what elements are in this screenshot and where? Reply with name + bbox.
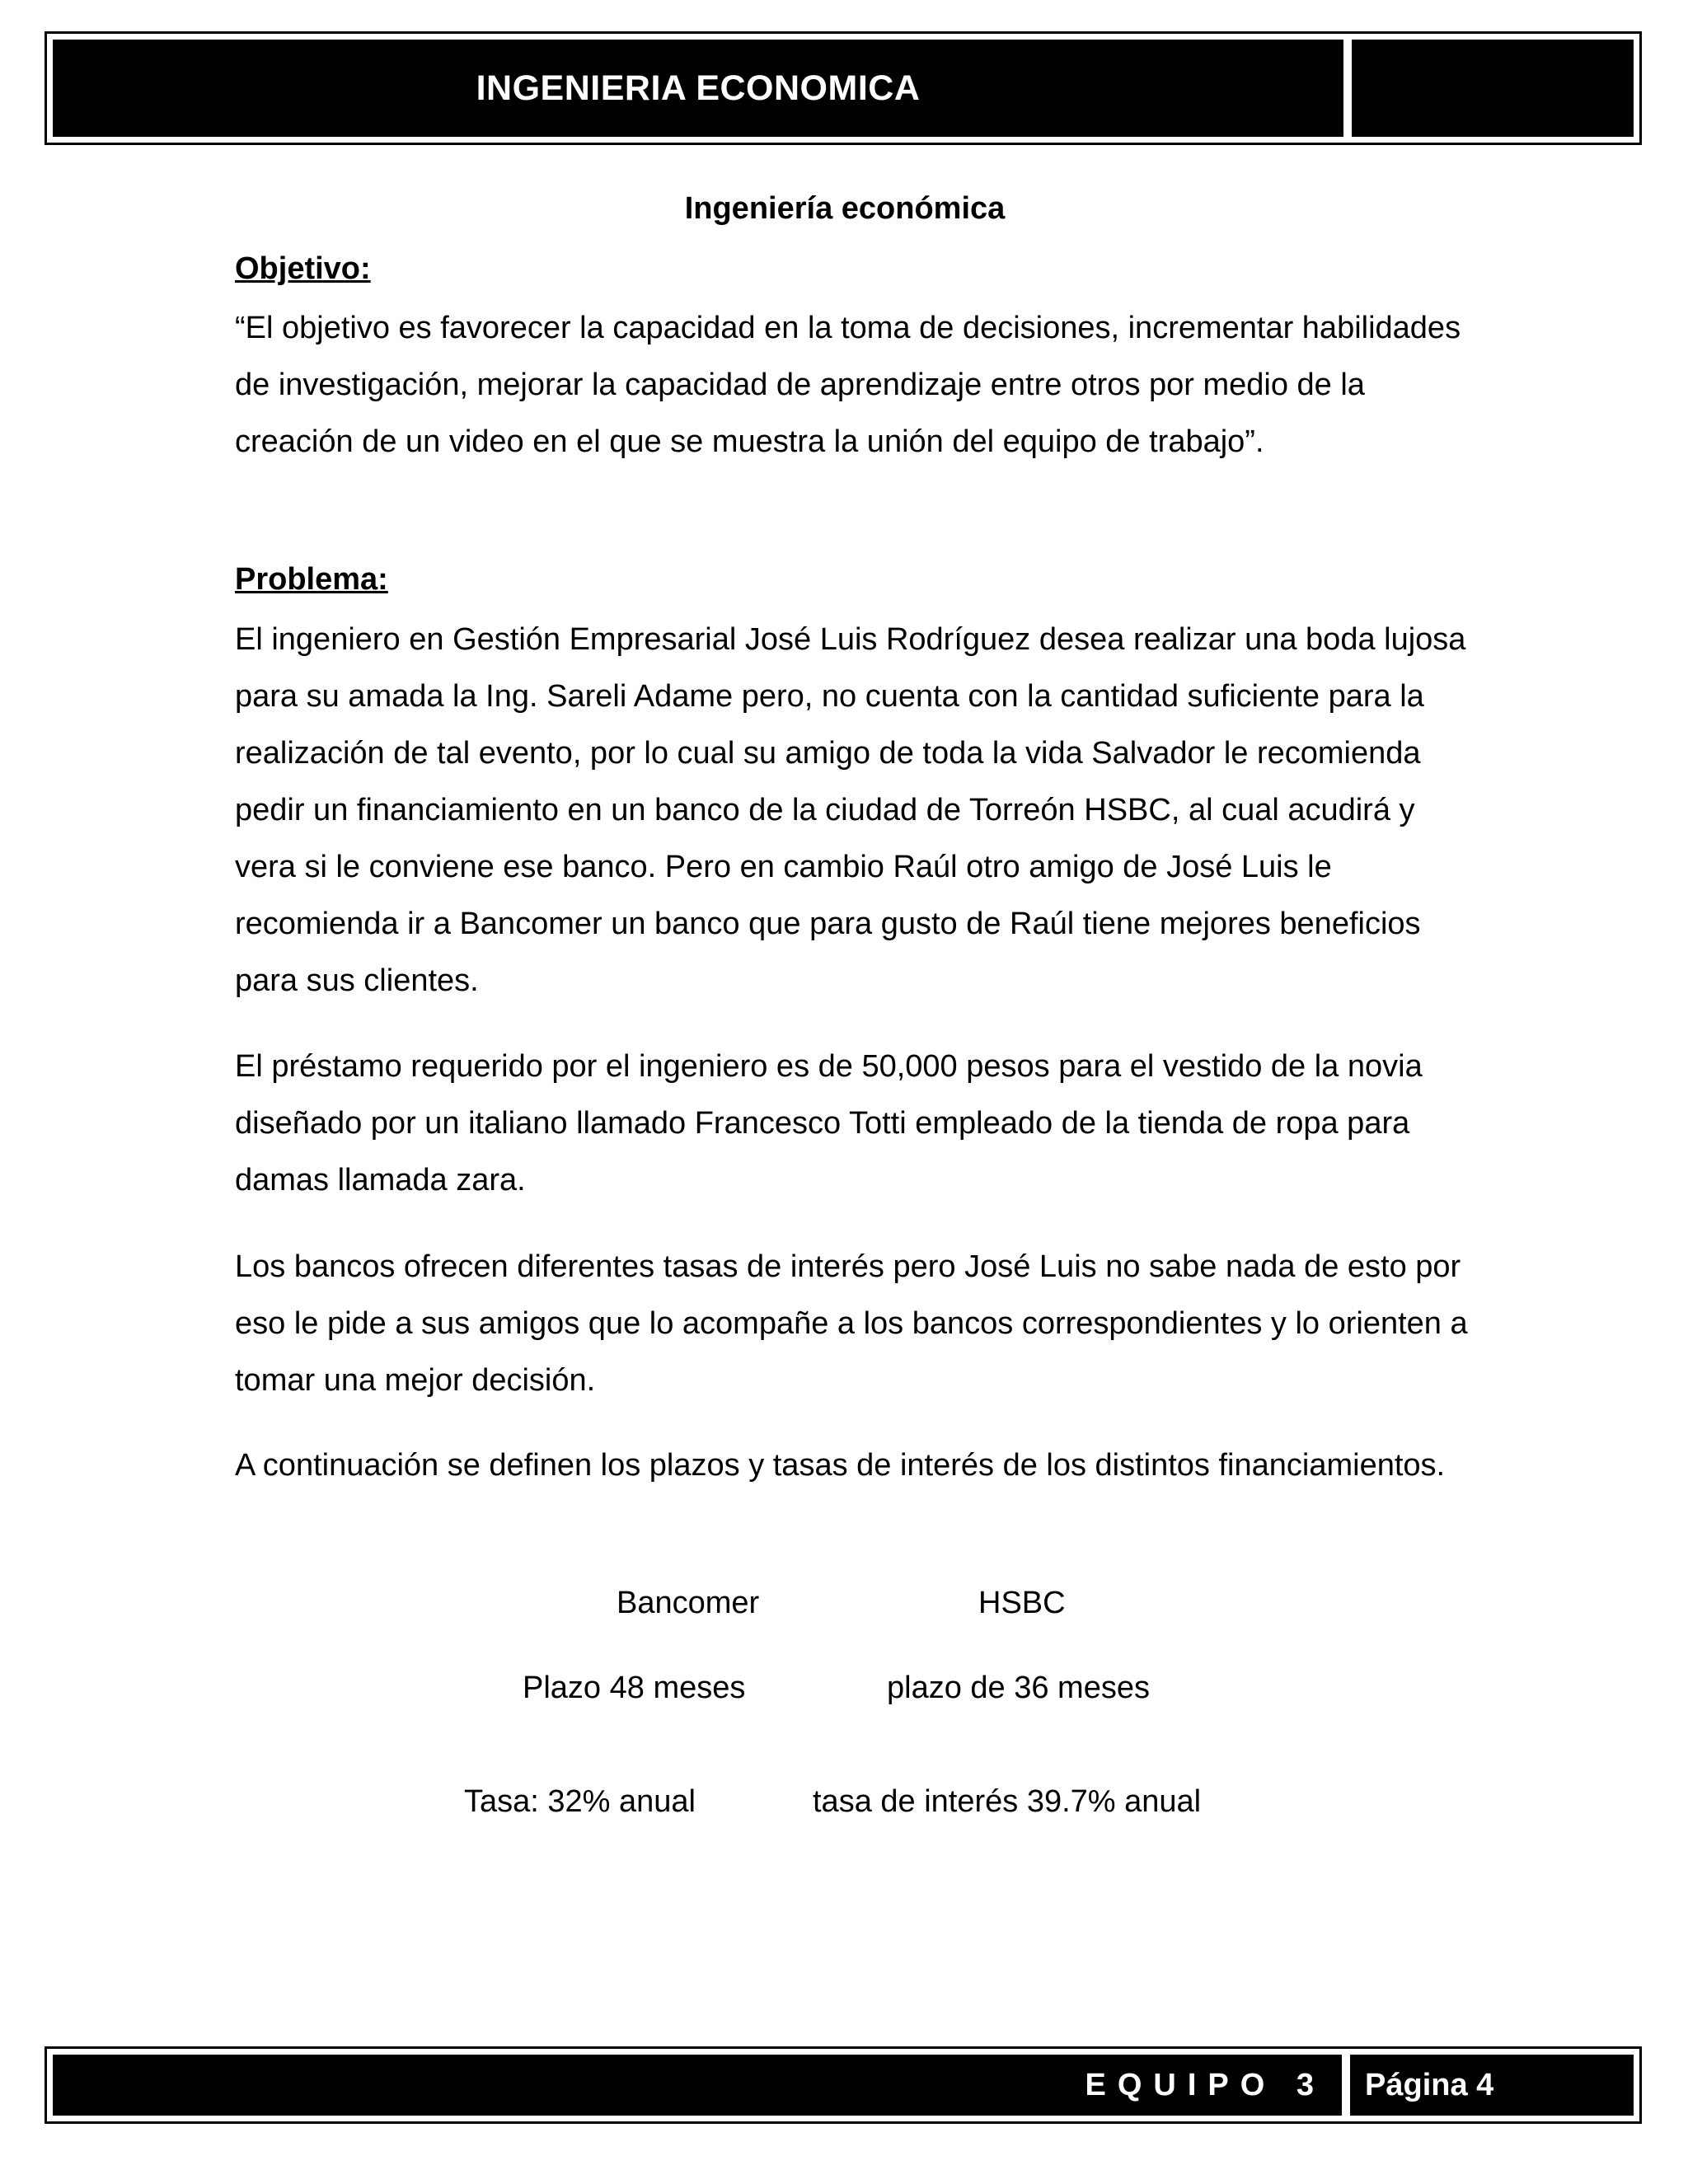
problem-paragraph-4: A continuación se definen los plazos y tasas de interés de los distintos financiamientos. xyxy=(235,1448,1446,1483)
problem-paragraph-1: El ingeniero en Gestión Empresarial José Luis Rodríguez desea realizar una boda lujosa para su amada la Ing. Sareli Adame pero, no cuenta con la cantidad suficiente para la realización de tal evento, por lo cual su amigo de toda la vida Salvador le recomienda pedir un financiamiento en un banco de la ciudad de Torreón HSBC, al cual acudirá y vera si le conviene ese banco. Pero en cambio Raúl otro amigo de José Luis le recomienda ir a Bancomer un banco que para gusto de Raúl tiene mejores beneficios para sus clientes. xyxy=(235,622,1466,998)
objective-paragraph: “El objetivo es favorecer la capacidad en la toma de decisiones, incrementar habilidades de investigación, mejorar la capacidad de aprendizaje entre otros por medio de la creación de un video en el que se muestra la unión del equipo de trabajo”. xyxy=(235,311,1461,459)
header-bar xyxy=(53,40,1343,137)
document-title: Ingeniería económica xyxy=(684,191,1006,226)
bank-b-term: plazo de 36 meses xyxy=(887,1671,1150,1705)
problem-paragraph-2: El préstamo requerido por el ingeniero es de 50,000 pesos para el vestido de la novia diseñado por un italiano llamado Francesco Totti empleado de la tienda de ropa para damas llamada zara. xyxy=(235,1049,1423,1197)
bank-a-term: Plazo 48 meses xyxy=(523,1671,746,1705)
header-side-box xyxy=(1352,40,1634,137)
problem-paragraph-3: Los bancos ofrecen diferentes tasas de interés pero José Luis no sabe nada de esto por eso le pide a sus amigos que lo acompañe a los bancos correspondientes y lo orienten a tomar una mejor decisión. xyxy=(235,1249,1468,1398)
problem-heading: Problema: xyxy=(235,562,388,597)
footer-team-label: EQUIPO 3 xyxy=(1085,2067,1325,2102)
objective-heading: Objetivo: xyxy=(235,251,371,286)
footer-page-box xyxy=(1350,2055,1634,2116)
bank-b-rate: tasa de interés 39.7% anual xyxy=(813,1784,1202,1819)
bank-a-name: Bancomer xyxy=(617,1586,760,1620)
header-title: INGENIERIA ECONOMICA xyxy=(476,68,921,108)
bank-b-name: HSBC xyxy=(978,1586,1066,1620)
footer-bar xyxy=(53,2055,1342,2116)
page-number: Página 4 xyxy=(1365,2067,1494,2102)
bank-a-rate: Tasa: 32% anual xyxy=(464,1784,696,1819)
